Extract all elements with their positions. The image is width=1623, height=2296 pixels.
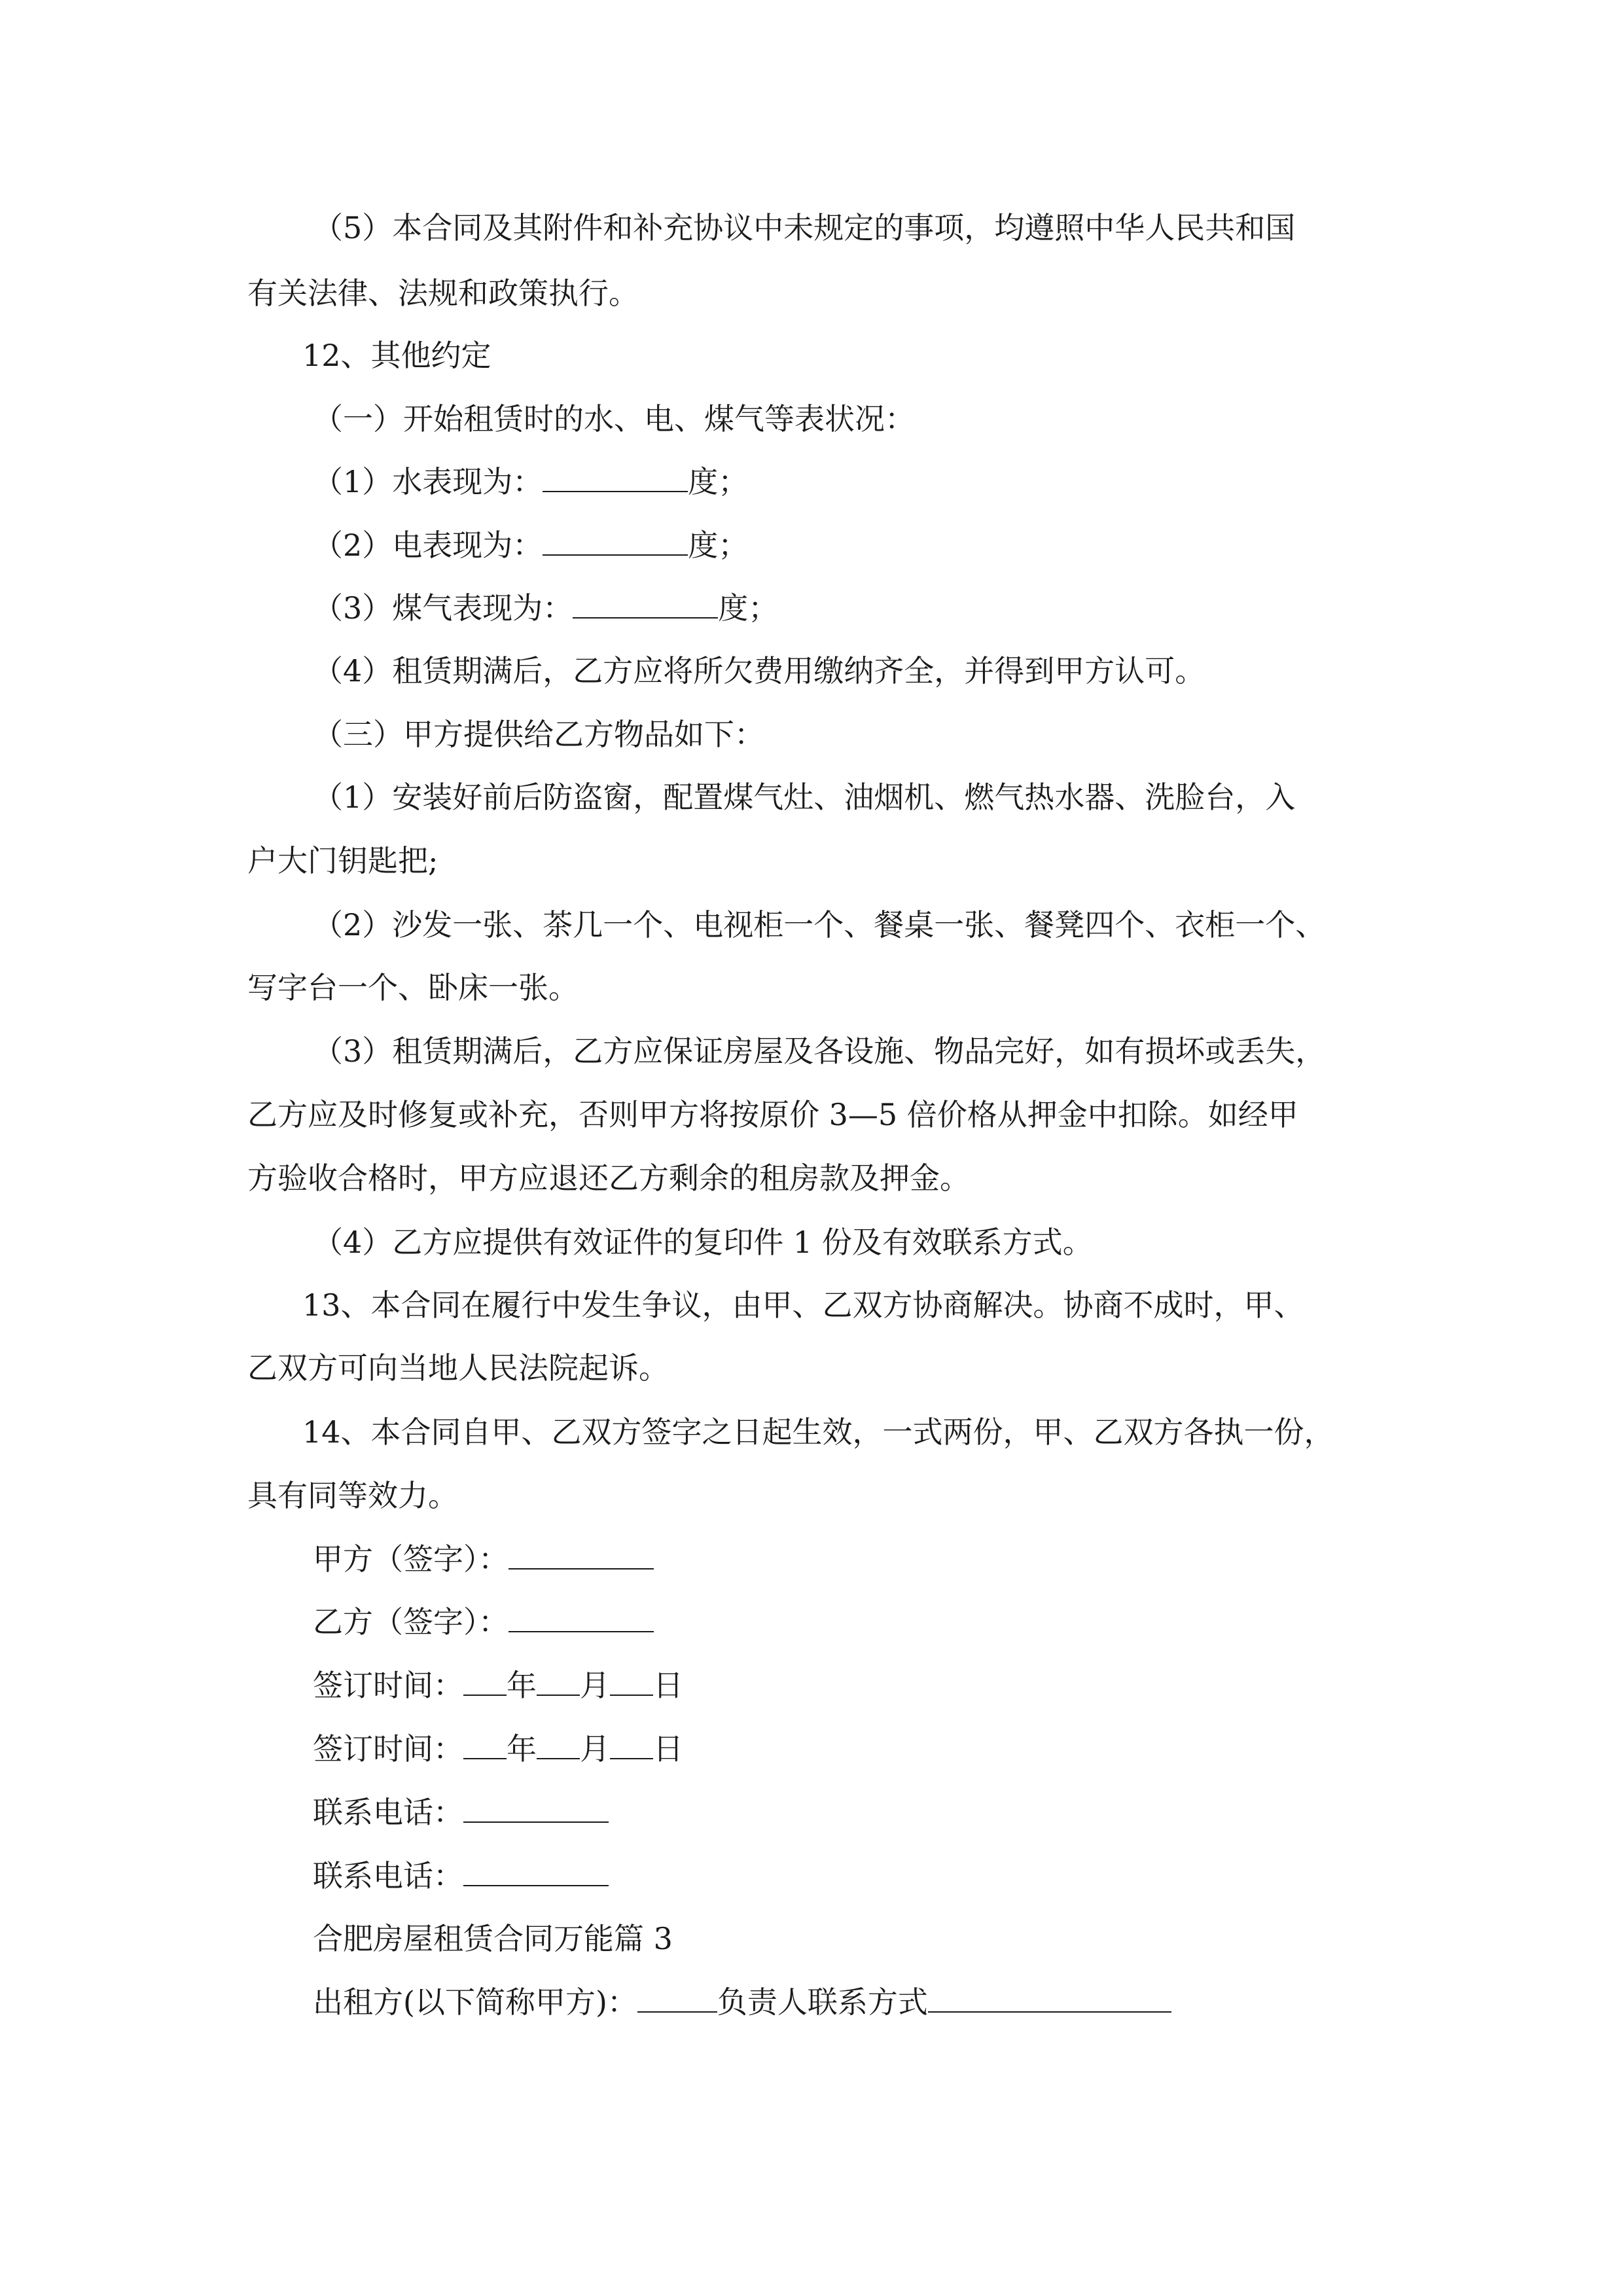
sign-date-line bbox=[313, 1729, 683, 1768]
contact-phone-line bbox=[313, 1793, 609, 1832]
paragraph-line: 13、本合同在履行中发生争议，由甲、乙双方协商解决。协商不成时，甲、 bbox=[302, 1287, 1304, 1323]
sign-date-label: 签订时间： bbox=[313, 1731, 463, 1767]
party-a-signature-line bbox=[313, 1539, 654, 1579]
sign-date-year-blank bbox=[463, 1729, 507, 1759]
paragraph-line: 乙双方可向当地人民法院起诉。 bbox=[247, 1350, 669, 1386]
paragraph-line: 14、本合同自甲、乙双方签字之日起生效，一式两份，甲、乙双方各执一份， bbox=[302, 1414, 1334, 1450]
lessor-label: 出租方(以下简称甲方)： bbox=[313, 1984, 637, 2020]
paragraph-line: （2）沙发一张、茶几一个、电视柜一个、餐桌一张、餐凳四个、衣柜一个、 bbox=[313, 907, 1326, 942]
party-b-signature-label: 乙方（签字）： bbox=[313, 1604, 508, 1640]
contact-phone-blank bbox=[463, 1793, 609, 1823]
contact-phone-label: 联系电话： bbox=[313, 1795, 463, 1830]
paragraph-line: （一）开始租赁时的水、电、煤气等表状况： bbox=[313, 401, 915, 437]
meter-gas-unit: 度； bbox=[718, 590, 779, 626]
meter-electric-line bbox=[313, 526, 748, 565]
sign-date-year-blank bbox=[463, 1666, 507, 1696]
meter-water-blank bbox=[543, 462, 688, 492]
paragraph-line: （三）甲方提供给乙方物品如下： bbox=[313, 717, 764, 752]
lessor-name-blank bbox=[637, 1982, 717, 2013]
sign-date-year: 年 bbox=[507, 1731, 537, 1767]
paragraph-line: 写字台一个、卧床一张。 bbox=[247, 970, 579, 1005]
lessor-contact-label: 负责人联系方式 bbox=[717, 1984, 928, 2020]
sign-date-line bbox=[313, 1666, 683, 1705]
lessor-line bbox=[313, 1982, 1171, 2022]
paragraph-line: （4）租赁期满后，乙方应将所欠费用缴纳齐全，并得到甲方认可。 bbox=[313, 653, 1205, 689]
meter-water-unit: 度； bbox=[688, 464, 749, 499]
meter-electric-blank bbox=[543, 526, 688, 556]
paragraph-line: 户大门钥匙把; bbox=[247, 843, 438, 878]
sign-date-day: 日 bbox=[653, 1668, 683, 1703]
paragraph-line: （4）乙方应提供有效证件的复印件 1 份及有效联系方式。 bbox=[313, 1225, 1093, 1260]
paragraph-line: 方验收合格时，甲方应退还乙方剩余的租房款及押金。 bbox=[247, 1160, 970, 1196]
sign-date-month: 月 bbox=[580, 1668, 610, 1703]
party-b-signature-blank bbox=[508, 1602, 654, 1632]
meter-water-label: （1）水表现为： bbox=[313, 464, 543, 499]
lessor-contact-blank bbox=[928, 1982, 1171, 2013]
meter-gas-blank bbox=[573, 588, 718, 619]
section-title: 合肥房屋租赁合同万能篇 3 bbox=[313, 1921, 673, 1956]
party-a-signature-label: 甲方（签字）： bbox=[313, 1541, 508, 1577]
paragraph-line: （3）租赁期满后，乙方应保证房屋及各设施、物品完好，如有损坏或丢失， bbox=[313, 1033, 1326, 1069]
sign-date-month-blank bbox=[537, 1729, 580, 1759]
sign-date-day-blank bbox=[610, 1666, 653, 1696]
sign-date-year: 年 bbox=[507, 1668, 537, 1703]
contact-phone-blank bbox=[463, 1856, 609, 1886]
sign-date-day: 日 bbox=[653, 1731, 683, 1767]
paragraph-line: 有关法律、法规和政策执行。 bbox=[247, 276, 639, 311]
meter-gas-label: （3）煤气表现为： bbox=[313, 590, 573, 626]
sign-date-month-blank bbox=[537, 1666, 580, 1696]
paragraph-line: （1）安装好前后防盗窗，配置煤气灶、油烟机、燃气热水器、洗脸台，入 bbox=[313, 780, 1296, 815]
sign-date-day-blank bbox=[610, 1729, 653, 1759]
meter-electric-label: （2）电表现为： bbox=[313, 528, 543, 563]
contact-phone-label: 联系电话： bbox=[313, 1858, 463, 1893]
paragraph-line: 乙方应及时修复或补充，否则甲方将按原价 3—5 倍价格从押金中扣除。如经甲 bbox=[247, 1097, 1298, 1132]
section-heading: 12、其他约定 bbox=[302, 338, 491, 373]
paragraph-line: 具有同等效力。 bbox=[247, 1478, 458, 1513]
meter-gas-line bbox=[313, 588, 778, 628]
meter-electric-unit: 度； bbox=[688, 528, 749, 563]
sign-date-month: 月 bbox=[580, 1731, 610, 1767]
paragraph-line: （5）本合同及其附件和补充协议中未规定的事项，均遵照中华人民共和国 bbox=[313, 210, 1296, 245]
contact-phone-line bbox=[313, 1856, 609, 1895]
meter-water-line bbox=[313, 462, 748, 501]
party-a-signature-blank bbox=[508, 1539, 654, 1570]
party-b-signature-line bbox=[313, 1602, 654, 1641]
sign-date-label: 签订时间： bbox=[313, 1668, 463, 1703]
